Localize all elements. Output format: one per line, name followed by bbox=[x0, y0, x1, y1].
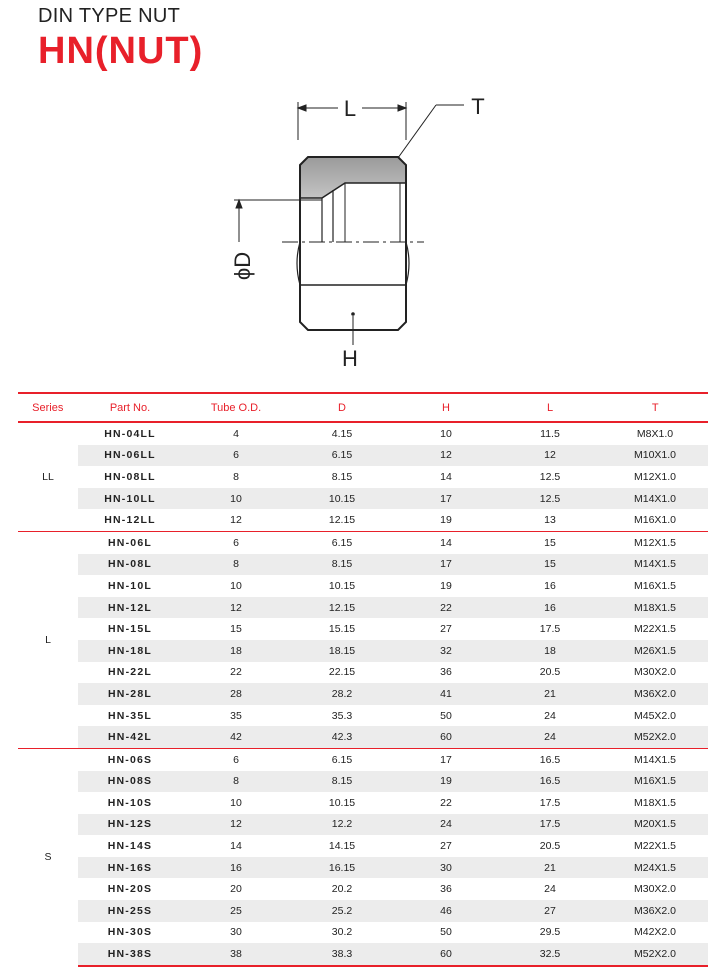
cell-h: 24 bbox=[394, 814, 498, 836]
cell-l: 11.5 bbox=[540, 427, 560, 440]
table-row bbox=[18, 597, 708, 619]
cell-tube-od: 28 bbox=[182, 683, 290, 705]
cell-part-no: HN-16S bbox=[78, 857, 182, 879]
cell-t: M52X2.0 bbox=[602, 943, 708, 966]
cell-h: 22 bbox=[440, 796, 452, 809]
cell-t: M8X1.0 bbox=[636, 427, 674, 440]
cell-tube-od: 10 bbox=[230, 579, 242, 592]
cell-h: 17 bbox=[394, 554, 498, 576]
cell-h: 17 bbox=[394, 748, 498, 770]
cell-l: 15 bbox=[498, 531, 602, 553]
cell-l: 27 bbox=[498, 900, 602, 922]
cell-tube-od: 22 bbox=[230, 666, 242, 679]
table-row bbox=[18, 792, 708, 814]
label-l: L bbox=[343, 96, 357, 121]
nut-technical-drawing bbox=[0, 0, 717, 390]
cell-d: 30.2 bbox=[331, 926, 353, 939]
table-row bbox=[18, 900, 708, 922]
cell-t: M24X1.5 bbox=[602, 857, 708, 879]
table-row bbox=[18, 575, 708, 597]
cell-tube-od: 18 bbox=[182, 640, 290, 662]
label-t: T bbox=[471, 94, 485, 119]
spec-table bbox=[18, 392, 708, 967]
cell-t: M22X1.5 bbox=[633, 623, 677, 636]
cell-d: 15.15 bbox=[328, 623, 356, 636]
cell-t: M30X2.0 bbox=[633, 883, 677, 896]
cell-l: 17.5 bbox=[539, 623, 561, 636]
cell-d: 22.15 bbox=[328, 666, 356, 679]
table-row bbox=[18, 618, 708, 640]
cell-l: 16.5 bbox=[498, 771, 602, 793]
cell-h: 22 bbox=[394, 597, 498, 619]
cell-l: 21 bbox=[498, 857, 602, 879]
table-row bbox=[18, 488, 708, 510]
cell-t: M16X1.5 bbox=[633, 579, 677, 592]
cell-part-no: HN-08L bbox=[78, 554, 182, 576]
col-l: L bbox=[498, 393, 602, 422]
cell-l: 18 bbox=[498, 640, 602, 662]
cell-h: 46 bbox=[394, 900, 498, 922]
cell-l: 16 bbox=[498, 597, 602, 619]
cell-d: 18.15 bbox=[290, 640, 394, 662]
cell-d: 6.15 bbox=[290, 748, 394, 770]
table-row bbox=[18, 422, 708, 445]
cell-l: 16 bbox=[544, 579, 556, 592]
table-row bbox=[18, 662, 708, 684]
cell-h: 41 bbox=[394, 683, 498, 705]
cell-tube-od: 25 bbox=[182, 900, 290, 922]
cell-h: 27 bbox=[440, 623, 452, 636]
cell-l: 29.5 bbox=[539, 926, 561, 939]
cell-l: 16.5 bbox=[498, 748, 602, 770]
table-row bbox=[18, 509, 708, 531]
cell-t: M26X1.5 bbox=[602, 640, 708, 662]
cell-h: 36 bbox=[440, 883, 452, 896]
series-cell: S bbox=[18, 748, 78, 965]
cell-tube-od: 10 bbox=[230, 796, 242, 809]
page-title: HN(NUT) bbox=[38, 30, 204, 72]
cell-d: 20.2 bbox=[331, 883, 353, 896]
cell-tube-od: 10 bbox=[182, 488, 290, 510]
cell-part-no: HN-38S bbox=[78, 943, 182, 966]
col-t: T bbox=[602, 393, 708, 422]
page-subtitle: DIN TYPE NUT bbox=[38, 5, 181, 27]
col-d: D bbox=[290, 393, 394, 422]
cell-d: 8.15 bbox=[290, 771, 394, 793]
cell-part-no: HN-35L bbox=[108, 709, 152, 722]
cell-t: M36X2.0 bbox=[602, 900, 708, 922]
cell-t: M22X1.5 bbox=[633, 840, 677, 853]
cell-h: 14 bbox=[394, 531, 498, 553]
cell-h: 60 bbox=[394, 943, 498, 966]
cell-tube-od: 8 bbox=[182, 554, 290, 576]
cell-d: 10.15 bbox=[328, 579, 356, 592]
cell-d: 6.15 bbox=[290, 531, 394, 553]
label-h: H bbox=[342, 346, 358, 371]
table-row bbox=[18, 857, 708, 879]
cell-h: 60 bbox=[394, 726, 498, 748]
cell-part-no: HN-12S bbox=[78, 814, 182, 836]
table-row bbox=[18, 814, 708, 836]
cell-l: 20.5 bbox=[539, 840, 561, 853]
cell-l: 12 bbox=[498, 445, 602, 467]
col-part-no: Part No. bbox=[78, 393, 182, 422]
col-tube-od: Tube O.D. bbox=[182, 393, 290, 422]
cell-tube-od: 6 bbox=[182, 445, 290, 467]
cell-t: M36X2.0 bbox=[602, 683, 708, 705]
table-header bbox=[18, 393, 708, 422]
col-series: Series bbox=[18, 393, 78, 422]
cell-d: 6.15 bbox=[290, 445, 394, 467]
cell-part-no: HN-08S bbox=[78, 771, 182, 793]
table-body bbox=[18, 422, 708, 966]
cell-part-no: HN-20S bbox=[107, 883, 153, 896]
cell-l: 17.5 bbox=[498, 814, 602, 836]
cell-d: 28.2 bbox=[290, 683, 394, 705]
cell-tube-od: 6 bbox=[182, 531, 290, 553]
cell-t: M52X2.0 bbox=[602, 726, 708, 748]
cell-part-no: HN-06L bbox=[78, 531, 182, 553]
series-cell: LL bbox=[18, 422, 78, 531]
cell-t: M16X1.0 bbox=[633, 514, 677, 527]
col-h: H bbox=[394, 393, 498, 422]
cell-l: 24 bbox=[544, 883, 556, 896]
cell-part-no: HN-10S bbox=[107, 796, 153, 809]
table-row bbox=[18, 531, 708, 553]
cell-tube-od: 12 bbox=[182, 814, 290, 836]
cell-part-no: HN-25S bbox=[78, 900, 182, 922]
dimension-d bbox=[234, 200, 322, 242]
cell-part-no: HN-28L bbox=[78, 683, 182, 705]
cell-tube-od: 42 bbox=[182, 726, 290, 748]
cell-t: M14X1.0 bbox=[602, 488, 708, 510]
cell-d: 14.15 bbox=[328, 840, 356, 853]
table-row bbox=[18, 922, 708, 944]
cell-t: M42X2.0 bbox=[633, 926, 677, 939]
cell-l: 12.5 bbox=[498, 488, 602, 510]
cell-l: 13 bbox=[544, 514, 556, 527]
cell-h: 32 bbox=[394, 640, 498, 662]
cell-h: 19 bbox=[394, 771, 498, 793]
cell-t: M20X1.5 bbox=[602, 814, 708, 836]
cell-tube-od: 20 bbox=[230, 883, 242, 896]
cell-tube-od: 6 bbox=[182, 748, 290, 770]
cell-l: 17.5 bbox=[539, 796, 561, 809]
cell-tube-od: 14 bbox=[230, 840, 242, 853]
cell-tube-od: 12 bbox=[182, 597, 290, 619]
cell-d: 10.15 bbox=[328, 796, 356, 809]
cell-t: M30X2.0 bbox=[633, 666, 677, 679]
cell-part-no: HN-42L bbox=[78, 726, 182, 748]
cell-h: 30 bbox=[394, 857, 498, 879]
table-row bbox=[18, 943, 708, 966]
cell-h: 36 bbox=[440, 666, 452, 679]
cell-tube-od: 38 bbox=[182, 943, 290, 966]
cell-l: 24 bbox=[544, 709, 556, 722]
cell-part-no: HN-12L bbox=[78, 597, 182, 619]
cell-part-no: HN-14S bbox=[107, 840, 153, 853]
cell-part-no: HN-22L bbox=[108, 666, 152, 679]
cell-t: M16X1.5 bbox=[602, 771, 708, 793]
cell-h: 50 bbox=[440, 709, 452, 722]
cell-part-no: HN-10L bbox=[108, 579, 152, 592]
cell-t: M18X1.5 bbox=[633, 796, 677, 809]
cell-t: M14X1.5 bbox=[602, 554, 708, 576]
cell-d: 12.2 bbox=[290, 814, 394, 836]
cell-part-no: HN-06S bbox=[78, 748, 182, 770]
cell-h: 19 bbox=[440, 579, 452, 592]
cell-d: 8.15 bbox=[290, 554, 394, 576]
cell-l: 15 bbox=[498, 554, 602, 576]
table-row bbox=[18, 705, 708, 727]
cell-h: 17 bbox=[394, 488, 498, 510]
cell-l: 12.5 bbox=[539, 470, 561, 483]
cell-h: 50 bbox=[440, 926, 452, 939]
cell-part-no: HN-08LL bbox=[104, 470, 156, 483]
table-row bbox=[18, 554, 708, 576]
cell-t: M12X1.5 bbox=[602, 531, 708, 553]
cell-d: 25.2 bbox=[290, 900, 394, 922]
cell-h: 14 bbox=[440, 470, 452, 483]
cell-d: 38.3 bbox=[290, 943, 394, 966]
cell-h: 27 bbox=[440, 840, 452, 853]
cell-part-no: HN-30S bbox=[107, 926, 153, 939]
cell-t: M45X2.0 bbox=[633, 709, 677, 722]
cell-tube-od: 30 bbox=[230, 926, 242, 939]
nut-body bbox=[282, 157, 424, 330]
cell-t: M12X1.0 bbox=[633, 470, 677, 483]
cell-d: 16.15 bbox=[290, 857, 394, 879]
cell-d: 4.15 bbox=[331, 427, 353, 440]
table-row bbox=[18, 878, 708, 900]
cell-tube-od: 15 bbox=[230, 623, 242, 636]
cell-d: 12.15 bbox=[290, 597, 394, 619]
series-cell: L bbox=[18, 531, 78, 748]
table-row bbox=[18, 466, 708, 488]
cell-t: M10X1.0 bbox=[602, 445, 708, 467]
cell-d: 8.15 bbox=[331, 470, 353, 483]
cell-h: 12 bbox=[394, 445, 498, 467]
cell-l: 21 bbox=[498, 683, 602, 705]
cell-tube-od: 8 bbox=[233, 470, 239, 483]
table-row bbox=[18, 445, 708, 467]
cell-d: 10.15 bbox=[290, 488, 394, 510]
cell-part-no: HN-04LL bbox=[104, 427, 156, 440]
cell-tube-od: 16 bbox=[182, 857, 290, 879]
cell-d: 12.15 bbox=[328, 514, 356, 527]
cell-h: 19 bbox=[440, 514, 452, 527]
cell-part-no: HN-12LL bbox=[104, 514, 156, 527]
cell-l: 20.5 bbox=[539, 666, 561, 679]
cell-tube-od: 35 bbox=[230, 709, 242, 722]
table-row bbox=[18, 835, 708, 857]
cell-tube-od: 4 bbox=[233, 427, 239, 440]
table-row bbox=[18, 640, 708, 662]
cell-l: 24 bbox=[498, 726, 602, 748]
cell-d: 35.3 bbox=[331, 709, 353, 722]
cell-h: 10 bbox=[440, 427, 452, 440]
cell-l: 32.5 bbox=[498, 943, 602, 966]
label-d: ϕD bbox=[230, 251, 255, 281]
table-row bbox=[18, 726, 708, 748]
cell-part-no: HN-06LL bbox=[78, 445, 182, 467]
cell-d: 42.3 bbox=[290, 726, 394, 748]
table-row bbox=[18, 771, 708, 793]
cell-part-no: HN-10LL bbox=[78, 488, 182, 510]
cell-tube-od: 8 bbox=[182, 771, 290, 793]
table-row bbox=[18, 748, 708, 770]
cell-part-no: HN-15L bbox=[108, 623, 152, 636]
cell-part-no: HN-18L bbox=[78, 640, 182, 662]
cell-t: M14X1.5 bbox=[602, 748, 708, 770]
cell-t: M18X1.5 bbox=[602, 597, 708, 619]
cell-tube-od: 12 bbox=[230, 514, 242, 527]
table-row bbox=[18, 683, 708, 705]
